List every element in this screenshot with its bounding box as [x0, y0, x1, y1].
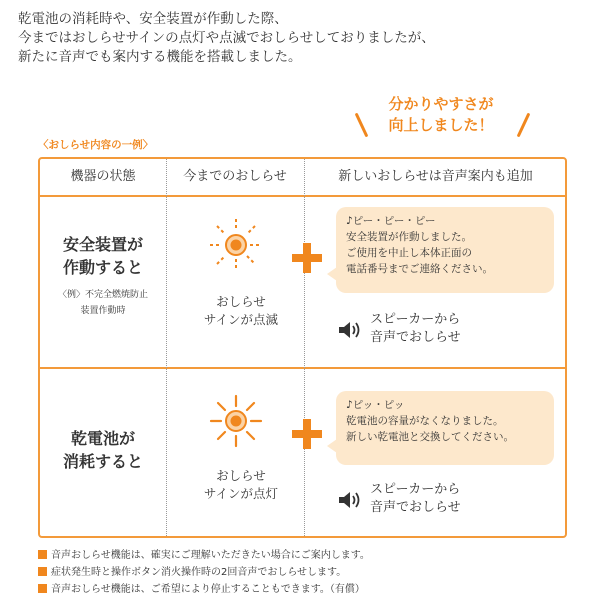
state-battery-low — [40, 427, 166, 473]
speech-bubble — [336, 207, 554, 293]
intro-line: 乾電池の消耗時や、安全装置が作動した際、 — [18, 11, 288, 27]
state-note-line: 〈例〉不完全燃焼防止 — [57, 290, 148, 300]
bubble-line: 乾電池の容量がなくなりました。 — [346, 415, 504, 427]
header-state: 機器の状態 — [70, 169, 136, 184]
state-safety-device — [40, 233, 166, 318]
bullet-square-icon — [38, 550, 47, 559]
speaker-label-line: 音声でおしらせ — [370, 500, 461, 515]
blinking-light-icon — [208, 217, 264, 273]
column-divider — [166, 159, 167, 536]
footnote-item — [38, 581, 370, 598]
speech-bubble — [336, 391, 554, 465]
previous-signal-label — [178, 293, 304, 329]
state-note-line: 装置作動時 — [80, 306, 126, 316]
bullet-square-icon — [38, 584, 47, 593]
signal-label-line: サインが点灯 — [203, 486, 279, 501]
state-title-line: 消耗すると — [62, 452, 143, 471]
state-title-line: 作動すると — [62, 258, 143, 277]
plus-icon — [292, 243, 322, 273]
header-previous: 今までのおしらせ — [183, 169, 287, 184]
signal-label-line: おしらせ — [216, 294, 266, 309]
bubble-sound: ♪ピッ・ピッ — [346, 399, 405, 411]
footnote-item — [38, 547, 370, 564]
footnote-text: 音声おしらせ機能は、確実にご理解いただきたい場合にご案内します。 — [51, 550, 370, 561]
intro-line: 新たに音声でも案内する機能を搭載しました。 — [18, 49, 302, 65]
signal-label-line: おしらせ — [216, 468, 266, 483]
state-title-line: 乾電池が — [70, 429, 135, 448]
intro-text — [18, 10, 588, 67]
speaker-icon — [338, 319, 362, 341]
footnote-text: 音声おしらせ機能は、ご希望により停止することもできます。（有償） — [51, 584, 365, 595]
bubble-line: 新しい乾電池と交換してください。 — [346, 431, 514, 443]
speaker-label — [370, 311, 461, 347]
footnote-text: 症状発生時と操作ボタン消火操作時の2回音声でおしらせします。 — [51, 567, 347, 578]
speaker-icon — [338, 489, 362, 511]
headline-line1: 分かりやすさが — [388, 95, 494, 113]
notification-table — [38, 157, 567, 538]
headline-line2: 向上しました！ — [388, 116, 494, 134]
header-new: 新しいおしらせは音声案内も追加 — [338, 169, 533, 184]
example-label: 〈おしらせ内容の一例〉 — [38, 139, 154, 151]
state-title-line: 安全装置が — [62, 235, 143, 254]
intro-line: 今まではおしらせサインの点灯や点滅でおしらせしておりましたが、 — [18, 30, 435, 46]
footnotes — [38, 547, 370, 598]
signal-label-line: サインが点滅 — [203, 312, 279, 327]
footnote-item — [38, 564, 370, 581]
bubble-line: 安全装置が作動しました。 — [346, 231, 472, 243]
bubble-sound: ♪ピー・ピー・ピー — [346, 215, 436, 227]
plus-icon — [292, 419, 322, 449]
speaker-label-line: スピーカーから — [370, 482, 461, 497]
bubble-line: 電話番号までご連絡ください。 — [346, 263, 493, 275]
header-divider — [40, 195, 565, 197]
speaker-label-line: 音声でおしらせ — [370, 330, 461, 345]
column-divider — [304, 159, 305, 536]
bullet-square-icon — [38, 567, 47, 576]
row-divider — [40, 367, 565, 369]
speaker-label-line: スピーカーから — [370, 312, 461, 327]
headline — [346, 94, 536, 136]
speaker-label — [370, 481, 461, 517]
previous-signal-label — [178, 467, 304, 503]
bubble-line: ご使用を中止し本体正面の — [346, 247, 472, 259]
lit-light-icon — [208, 393, 264, 449]
